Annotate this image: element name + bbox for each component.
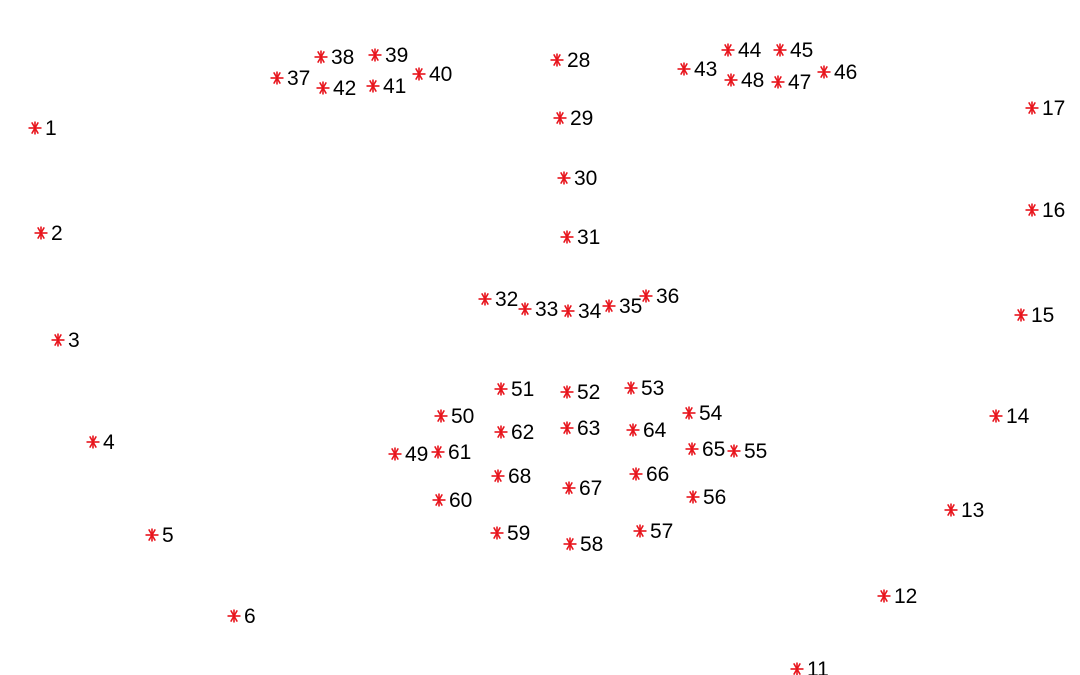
asterisk-marker-icon [564,538,577,551]
asterisk-marker-icon [728,445,741,458]
asterisk-marker-icon [554,112,567,125]
landmark-label: 53 [641,377,665,400]
asterisk-marker-icon [52,334,65,347]
landmark-point-28 [551,49,591,72]
asterisk-marker-icon [495,426,508,439]
landmark-point-58 [564,533,604,556]
landmark-label: 63 [577,417,601,440]
landmark-label: 47 [788,71,812,94]
landmark-point-3 [52,329,80,352]
landmark-label: 5 [162,524,174,547]
asterisk-marker-icon [35,227,48,240]
landmark-label: 65 [702,438,726,461]
asterisk-marker-icon [625,382,638,395]
landmark-label: 45 [790,39,814,62]
landmark-point-11 [791,658,829,675]
landmark-label: 29 [570,107,594,130]
asterisk-marker-icon [878,590,891,603]
landmark-point-14 [990,405,1030,428]
asterisk-marker-icon [433,494,446,507]
landmark-label: 68 [508,465,532,488]
landmark-point-2 [35,222,63,245]
asterisk-marker-icon [634,525,647,538]
landmark-point-60 [433,489,473,512]
landmark-point-45 [774,39,814,62]
landmark-point-68 [492,465,532,488]
landmark-point-32 [479,288,519,311]
landmark-point-42 [317,77,357,100]
landmark-point-17 [1026,97,1066,120]
landmark-point-65 [686,438,726,461]
landmark-label: 33 [535,298,559,321]
landmark-point-44 [722,39,762,62]
asterisk-marker-icon [315,51,328,64]
asterisk-marker-icon [772,76,785,89]
asterisk-marker-icon [990,410,1003,423]
landmark-label: 17 [1042,97,1066,120]
asterisk-marker-icon [1026,102,1039,115]
asterisk-marker-icon [725,74,738,87]
asterisk-marker-icon [561,386,574,399]
landmark-point-57 [634,520,674,543]
asterisk-marker-icon [945,504,958,517]
landmark-point-40 [413,63,453,86]
asterisk-marker-icon [271,72,284,85]
landmark-point-13 [945,499,985,522]
landmark-point-16 [1026,199,1066,222]
landmark-point-54 [683,402,723,425]
landmark-label: 13 [961,499,985,522]
asterisk-marker-icon [561,231,574,244]
landmark-label: 6 [244,605,256,628]
asterisk-marker-icon [87,436,100,449]
landmark-point-48 [725,69,765,92]
landmark-point-46 [818,61,858,84]
landmark-label: 46 [834,61,858,84]
landmark-point-38 [315,46,355,69]
asterisk-marker-icon [1026,204,1039,217]
landmark-label: 57 [650,520,674,543]
landmark-label: 41 [383,75,407,98]
asterisk-marker-icon [492,470,505,483]
landmark-label: 48 [741,69,765,92]
landmark-point-55 [728,440,768,463]
asterisk-marker-icon [722,44,735,57]
landmark-label: 42 [333,77,357,100]
landmark-label: 31 [577,226,601,249]
asterisk-marker-icon [495,383,508,396]
asterisk-marker-icon [228,610,241,623]
asterisk-marker-icon [491,527,504,540]
landmark-point-47 [772,71,812,94]
asterisk-marker-icon [558,172,571,185]
asterisk-marker-icon [603,300,616,313]
landmark-point-63 [561,417,601,440]
landmark-point-29 [554,107,594,130]
asterisk-marker-icon [432,446,445,459]
landmark-label: 36 [656,285,680,308]
asterisk-marker-icon [389,448,402,461]
asterisk-marker-icon [774,44,787,57]
asterisk-marker-icon [479,293,492,306]
asterisk-marker-icon [791,663,804,675]
landmark-point-37 [271,67,311,90]
landmark-point-50 [435,405,475,428]
landmark-label: 49 [405,443,429,466]
landmark-point-49 [389,443,429,466]
landmark-point-51 [495,378,535,401]
landmark-label: 51 [511,378,535,401]
landmark-points [29,39,1066,675]
landmark-point-1 [29,117,57,140]
landmark-label: 12 [894,585,918,608]
asterisk-marker-icon [551,54,564,67]
landmark-label: 60 [449,489,473,512]
landmark-point-33 [519,298,559,321]
asterisk-marker-icon [519,303,532,316]
landmark-point-6 [228,605,256,628]
landmark-label: 61 [448,441,472,464]
landmark-label: 2 [51,222,63,245]
landmark-point-4 [87,431,116,454]
landmark-point-64 [627,419,667,442]
landmark-label: 14 [1006,405,1030,428]
asterisk-marker-icon [146,529,159,542]
landmark-label: 30 [574,167,598,190]
landmark-point-59 [491,522,531,545]
landmark-label: 35 [619,295,643,318]
landmark-point-34 [562,300,602,323]
landmark-label: 59 [507,522,531,545]
landmark-label: 38 [331,46,355,69]
landmark-label: 15 [1031,304,1055,327]
landmark-point-36 [640,285,680,308]
landmark-label: 54 [699,402,723,425]
landmark-point-41 [367,75,407,98]
landmark-label: 44 [738,39,762,62]
landmark-point-62 [495,421,535,444]
landmark-label: 37 [287,67,311,90]
landmark-point-56 [687,486,727,509]
landmark-label: 64 [643,419,667,442]
landmark-label: 28 [567,49,591,72]
landmark-label: 39 [385,44,409,67]
asterisk-marker-icon [683,407,696,420]
landmark-label: 55 [744,440,768,463]
asterisk-marker-icon [627,424,640,437]
landmark-label: 4 [103,431,115,454]
landmark-label: 40 [429,63,453,86]
asterisk-marker-icon [678,63,691,76]
asterisk-marker-icon [435,410,448,423]
landmark-label: 34 [578,300,602,323]
landmark-point-61 [432,441,472,464]
landmark-label: 3 [68,329,80,352]
landmark-point-30 [558,167,598,190]
landmark-point-39 [369,44,409,67]
landmark-label: 11 [807,658,829,675]
landmark-point-12 [878,585,918,608]
landmark-label: 67 [579,477,603,500]
asterisk-marker-icon [1015,309,1028,322]
landmark-point-5 [146,524,174,547]
asterisk-marker-icon [29,122,42,135]
landmark-label: 58 [580,533,604,556]
asterisk-marker-icon [562,305,575,318]
landmark-point-35 [603,295,643,318]
landmark-label: 66 [646,463,670,486]
landmark-label: 50 [451,405,475,428]
landmark-label: 43 [694,58,718,81]
landmark-point-52 [561,381,601,404]
landmark-label: 62 [511,421,535,444]
landmark-point-66 [630,463,670,486]
landmark-point-31 [561,226,601,249]
asterisk-marker-icon [561,422,574,435]
asterisk-marker-icon [630,468,643,481]
asterisk-marker-icon [687,491,700,504]
asterisk-marker-icon [317,82,330,95]
landmark-point-53 [625,377,665,400]
asterisk-marker-icon [369,49,382,62]
asterisk-marker-icon [367,80,380,93]
asterisk-marker-icon [563,482,576,495]
landmark-point-67 [563,477,603,500]
landmark-label: 52 [577,381,601,404]
landmark-label: 56 [703,486,727,509]
asterisk-marker-icon [818,66,831,79]
landmark-point-43 [678,58,718,81]
landmark-label: 1 [45,117,57,140]
landmark-point-15 [1015,304,1055,327]
landmark-label: 16 [1042,199,1066,222]
asterisk-marker-icon [413,68,426,81]
asterisk-marker-icon [686,443,699,456]
landmark-label: 32 [495,288,519,311]
